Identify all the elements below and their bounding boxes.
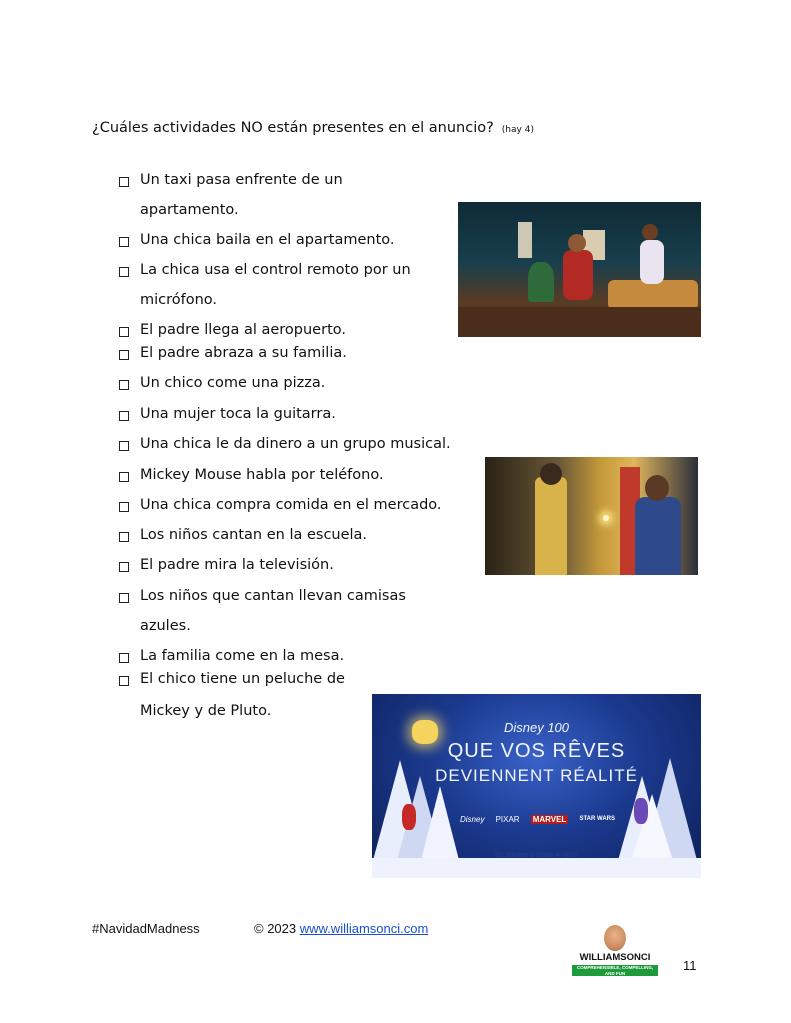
item-1-line2: apartamento.: [140, 202, 239, 218]
item-3-line2: micrófono.: [140, 292, 218, 308]
avatar-icon: [604, 925, 626, 951]
character-figure: [634, 798, 648, 824]
item-12-line1: El padre mira la televisión.: [140, 557, 334, 573]
dancer-girl: [640, 240, 664, 284]
logo-pixar: PIXAR: [495, 814, 520, 824]
logo-disney: Disney: [460, 814, 485, 824]
logo-marvel: MARVEL: [532, 814, 567, 824]
williamsonci-logo: [572, 925, 658, 977]
question-note: (hay 4): [501, 125, 534, 135]
item-14-line1: La familia come en la mesa.: [140, 648, 345, 664]
logo-tagline: COMPREHENSIBLE, COMPELLING, AND FUN: [576, 965, 654, 976]
poster-title-line2: DEVIENNENT RÉALITÉ: [435, 766, 638, 785]
sparkle-light: [603, 515, 609, 521]
item-5-line1: El padre abraza a su familia.: [140, 345, 347, 361]
checkbox-item-4[interactable]: [119, 327, 129, 337]
footer-copyright: [254, 921, 428, 936]
plant: [528, 262, 554, 302]
photo-dancing-living-room: [458, 202, 701, 337]
dancer-girl-head: [642, 224, 658, 240]
checkbox-item-6[interactable]: [119, 380, 129, 390]
question-prompt: [92, 120, 534, 136]
spiderman-figure: [402, 804, 416, 830]
logo-tagline-bar: [572, 965, 658, 976]
checkbox-item-15[interactable]: [119, 676, 129, 686]
dancer-child-head: [568, 234, 586, 252]
footer-hashtag: #NavidadMadness: [92, 921, 200, 936]
disney-100-poster: [372, 694, 701, 878]
checkbox-item-8[interactable]: [119, 441, 129, 451]
checkbox-item-11[interactable]: [119, 532, 129, 542]
girl-yellow-shirt: [535, 477, 567, 575]
sofa: [608, 280, 698, 310]
girl-head: [540, 463, 562, 485]
man-head: [645, 475, 669, 501]
checkbox-item-13[interactable]: [119, 593, 129, 603]
item-3-line1: La chica usa el control remoto por un: [140, 262, 411, 278]
checkbox-item-9[interactable]: [119, 472, 129, 482]
item-10-line1: Una chica compra comida en el mercado.: [140, 497, 442, 513]
question-text: ¿Cuáles actividades NO están presentes en el anuncio?: [92, 120, 494, 136]
item-15-line2: Mickey y de Pluto.: [140, 703, 272, 719]
page-number: 11: [683, 958, 697, 973]
photo-doorway-scene: [485, 457, 698, 575]
checkbox-item-14[interactable]: [119, 653, 129, 663]
man-blue-sweater: [635, 497, 681, 575]
checkbox-item-1[interactable]: [119, 177, 129, 187]
item-8-line1: Una chica le da dinero a un grupo musical.: [140, 436, 451, 452]
website-link[interactable]: www.williamsonci.com: [299, 921, 429, 936]
item-9-line1: Mickey Mouse habla por teléfono.: [140, 467, 384, 483]
poster-title-line1: QUE VOS RÊVES: [447, 740, 626, 762]
floor: [458, 307, 701, 337]
wall-frame-1: [518, 222, 532, 258]
item-15-line1: El chico tiene un peluche de: [140, 671, 345, 687]
item-13-line1: Los niños que cantan llevan camisas: [140, 588, 406, 604]
poster-brand: Disney 100: [503, 720, 570, 735]
checkbox-item-3[interactable]: [119, 267, 129, 277]
logo-star-wars: STAR WARS: [579, 816, 615, 822]
item-11-line1: Los niños cantan en la escuela.: [140, 527, 368, 543]
item-6-line1: Un chico come una pizza.: [140, 375, 326, 391]
checkbox-item-5[interactable]: [119, 350, 129, 360]
item-4-line1: El padre llega al aeropuerto.: [140, 322, 346, 338]
poster-tagline: En soutien à Make-A-Wish: [495, 852, 578, 859]
checkbox-item-7[interactable]: [119, 411, 129, 421]
checkbox-item-10[interactable]: [119, 502, 129, 512]
checkbox-item-12[interactable]: [119, 562, 129, 572]
copyright-text: © 2023: [254, 921, 297, 936]
item-2-line1: Una chica baila en el apartamento.: [140, 232, 395, 248]
dancer-child: [563, 250, 593, 300]
logo-name: WILLIAMSONCI: [579, 952, 651, 963]
item-7-line1: Una mujer toca la guitarra.: [140, 406, 336, 422]
checkbox-item-2[interactable]: [119, 237, 129, 247]
item-1-line1: Un taxi pasa enfrente de un: [140, 172, 343, 188]
studio-logos: [460, 812, 615, 826]
item-13-line2: azules.: [140, 618, 191, 634]
